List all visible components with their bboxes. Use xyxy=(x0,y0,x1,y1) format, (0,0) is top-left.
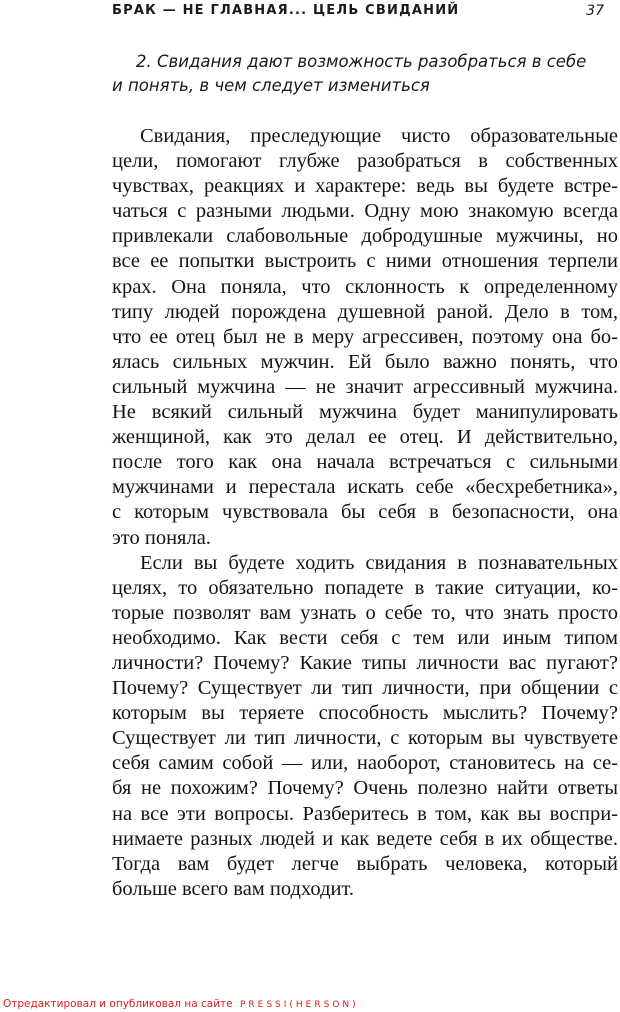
text-line: на все эти вопросы. Разберитесь в том, как вы воспри- xyxy=(112,802,618,825)
text-line: все ее попытки выстроить с ними отношения терпели xyxy=(112,250,618,273)
text-line: торые позволят вам узнать о себе то, что знать просто xyxy=(112,601,618,624)
section-heading-line-2: и понять, в чем следует измениться xyxy=(112,76,430,95)
text-line: что ее отец был не в меру агрессивен, поэтому она бо- xyxy=(112,325,618,348)
text-line: мужчинами и перестала искать себе «бесхребетника», xyxy=(112,476,618,499)
text-line: это поняла. xyxy=(112,526,211,549)
text-line: целях, то обязательно попадете в такие ситуации, ко- xyxy=(112,576,618,599)
text-line: личности? Почему? Какие типы личности вас пугают? xyxy=(112,651,618,674)
text-line: Если вы будете ходить свидания в познавательных xyxy=(140,551,618,574)
text-line: типу людей порождена душевной раной. Дело в том, xyxy=(112,300,618,323)
text-line: Тогда вам будет легче выбрать человека, который xyxy=(112,852,618,875)
text-line: с которым чувствовала бы себя в безопасности, она xyxy=(112,501,618,524)
text-line: ялась сильных мужчин. Ей было важно понять, что xyxy=(112,350,618,373)
running-title: БРАК — НЕ ГЛАВНАЯ... ЦЕЛЬ СВИДАНИЙ xyxy=(112,3,460,18)
section-heading xyxy=(112,50,602,98)
text-line: больше всего вам подходит. xyxy=(112,877,355,900)
text-line: бя не похожим? Почему? Очень полезно найти ответы xyxy=(112,777,618,800)
text-line: Существует ли тип личности, с которым вы чувствуете xyxy=(112,727,618,750)
text-line: себя самим собой — или, наоборот, становитесь на се- xyxy=(112,752,618,775)
text-line: необходимо. Как вести себя с тем или иным типом xyxy=(112,626,618,649)
footer-credit xyxy=(3,998,359,1010)
footer-text: Отредактировал и опубликовал на сайте xyxy=(3,998,233,1010)
text-line: Свидания, преследующие чисто образовательные xyxy=(140,125,618,147)
text-line: крах. Она поняла, что склонность к определенному xyxy=(112,275,618,298)
text-line: женщиной, как это делал ее отец. И действительно, xyxy=(112,426,618,449)
paragraph-1 xyxy=(112,124,618,551)
text-line: сильный мужчина — не значит агрессивный мужчина. xyxy=(112,375,618,398)
text-line: нимаете разных людей и как ведете себя в их обществе. xyxy=(112,827,618,850)
text-line: чувствах, реакциях и характере: ведь вы будете встре- xyxy=(112,175,618,198)
section-heading-line-1: 2. Свидания дают возможность разобраться в себе xyxy=(136,52,587,71)
page-number: 37 xyxy=(586,3,604,19)
body-text xyxy=(112,124,618,902)
text-line: Почему? Существует ли тип личности, при общении с xyxy=(112,677,618,700)
text-line: цели, помогают глубже разобраться в собственных xyxy=(112,150,618,173)
text-line: привлекали слабовольные добродушные мужчины, но xyxy=(112,225,618,248)
text-line: чаться с разными людьми. Одну мою знакомую всегда xyxy=(112,200,618,223)
footer-brand: PRESSI(HERSON) xyxy=(239,1000,359,1010)
text-line: которым вы теряете способность мыслить? Почему? xyxy=(112,702,618,725)
text-line: Не всякий сильный мужчина будет манипулировать xyxy=(112,401,618,424)
text-line: после того как она начала встречаться с сильными xyxy=(112,451,618,474)
paragraph-2 xyxy=(112,551,618,902)
